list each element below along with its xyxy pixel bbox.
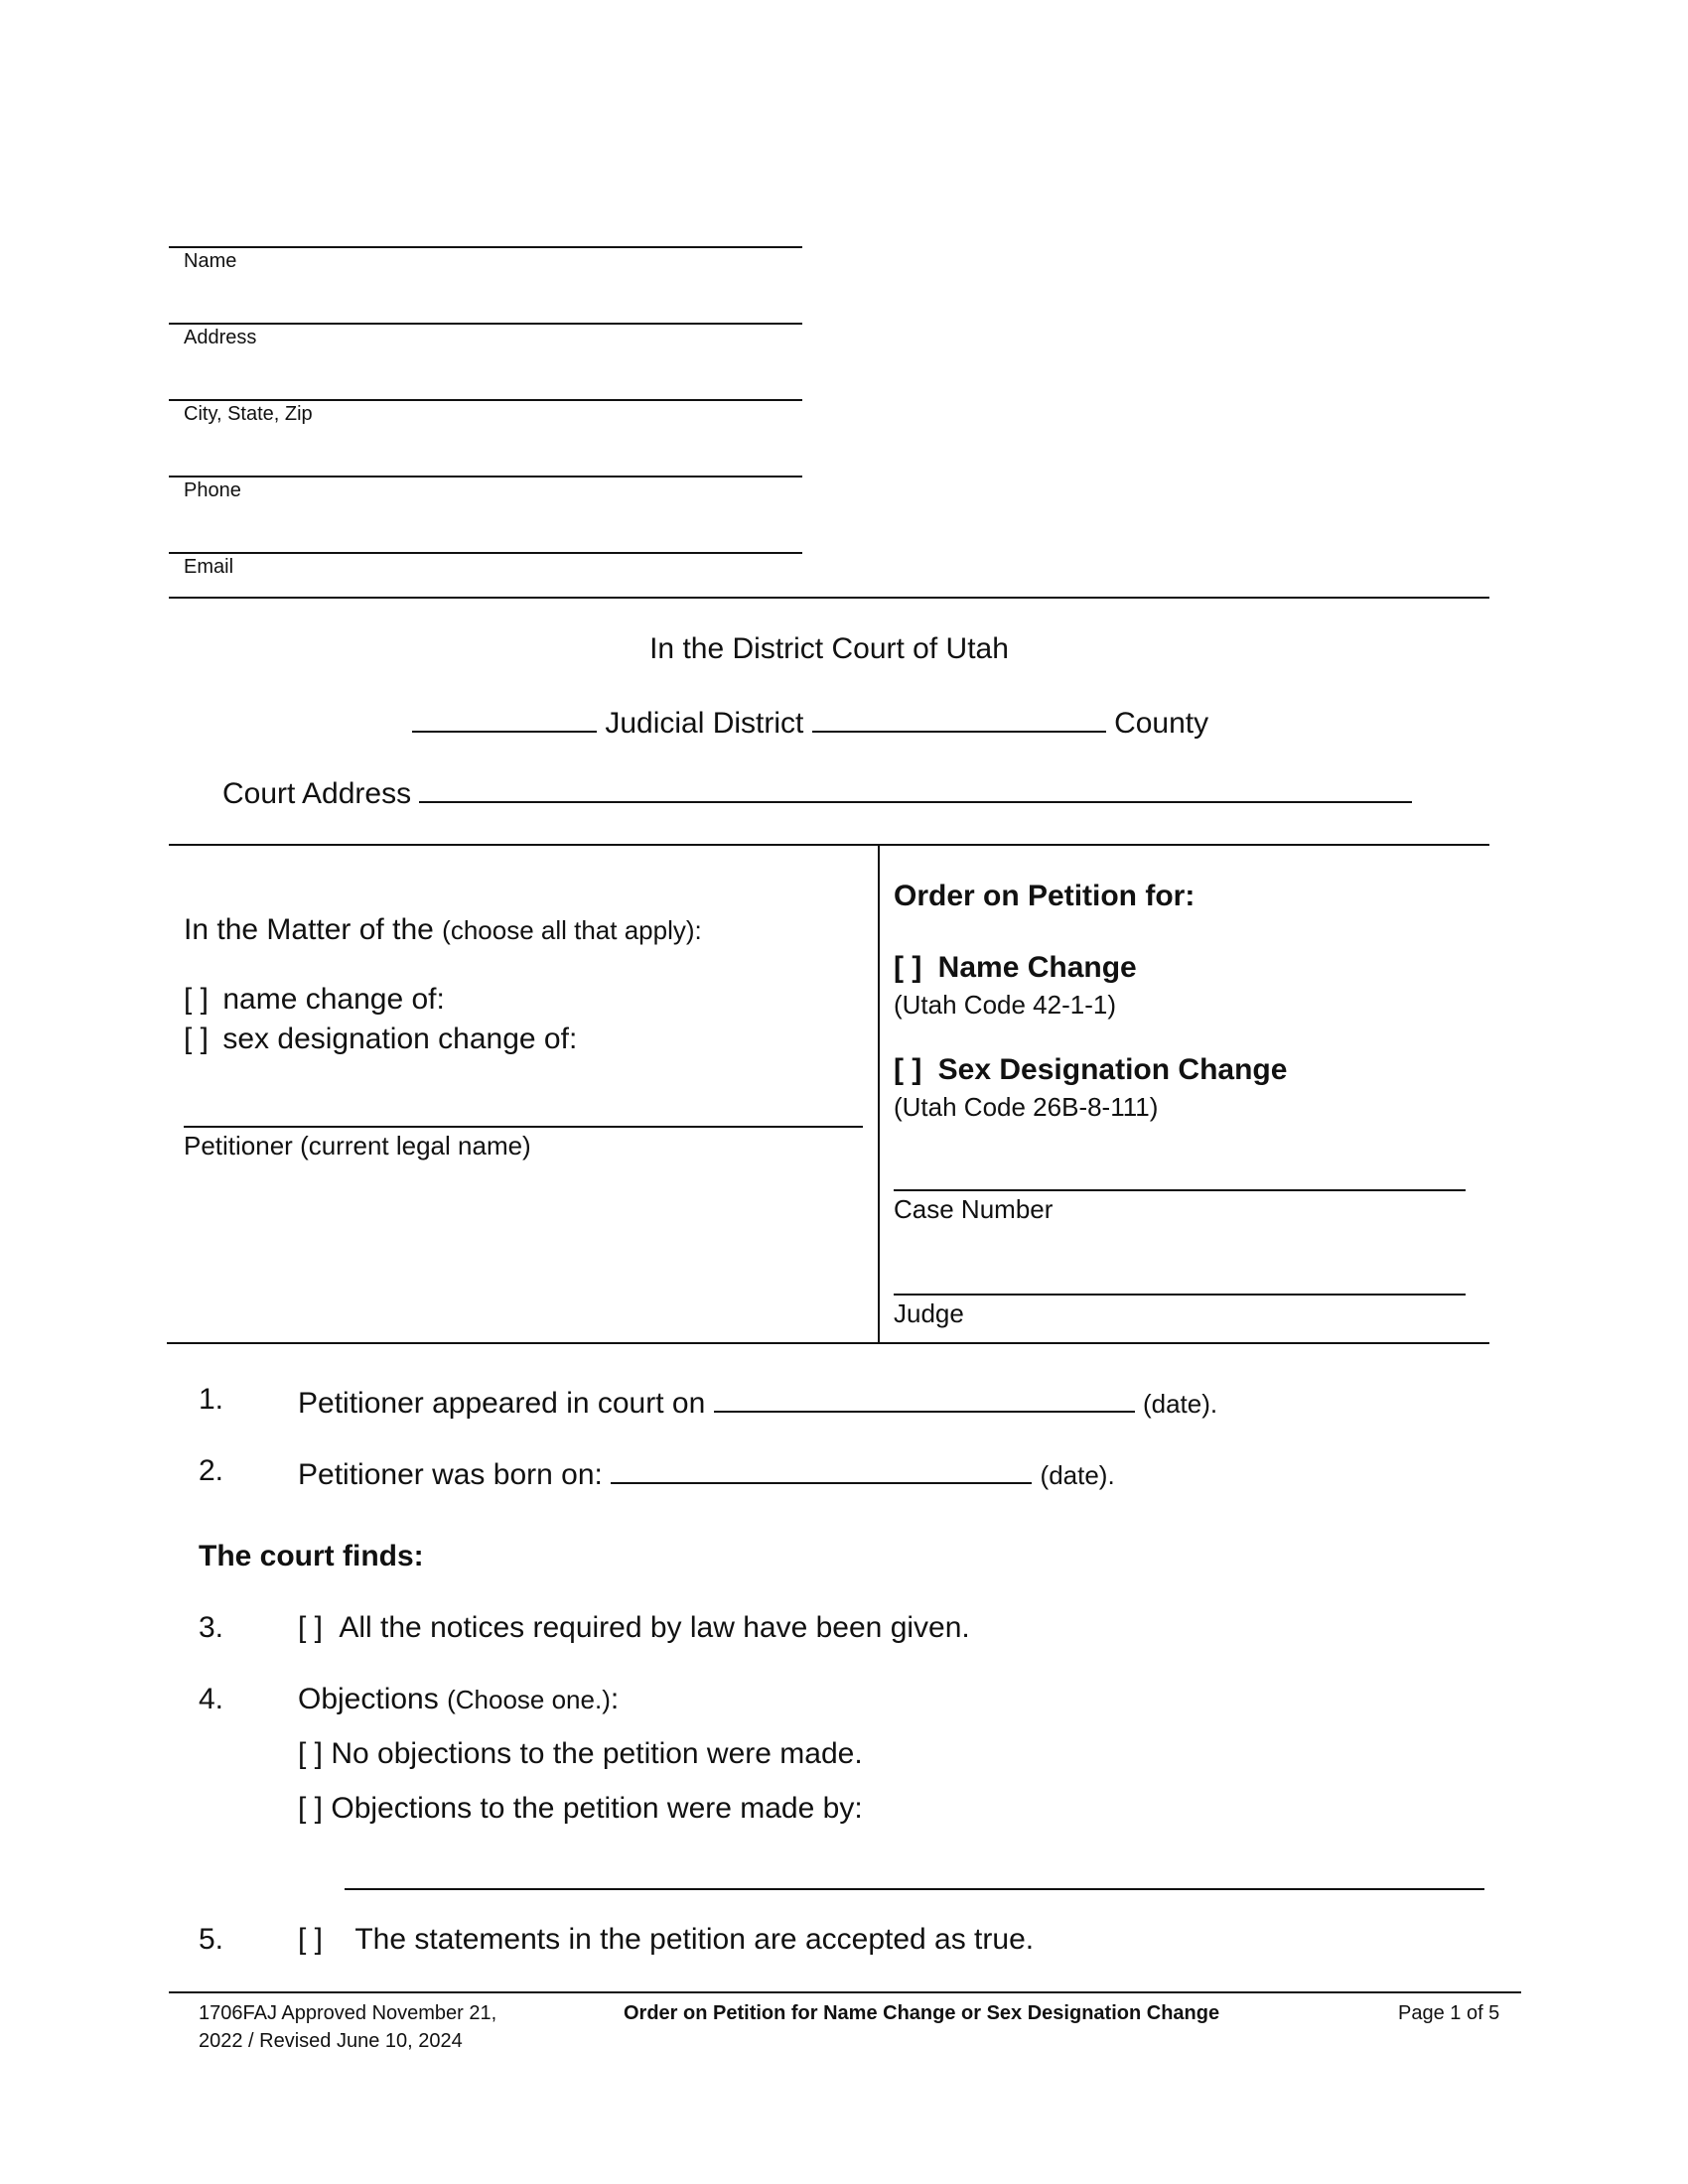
name-change-option-label: name change of:	[222, 983, 445, 1016]
judicial-district-blank[interactable]	[412, 703, 597, 733]
item-1-text: Petitioner appeared in court on	[298, 1387, 706, 1420]
address-label: Address	[184, 327, 257, 348]
court-address-label: Court Address	[222, 777, 412, 810]
item-4-option-1-checkbox[interactable]: [ ]	[298, 1737, 324, 1770]
address-line[interactable]	[169, 323, 802, 325]
item-4-option-2	[298, 1792, 863, 1826]
item-3	[298, 1611, 970, 1645]
caption-bottom-border	[167, 1342, 1489, 1344]
sex-change-code: (Utah Code 26B-8-111)	[894, 1092, 1159, 1122]
matter-prefix: In the Matter of the	[184, 913, 434, 946]
item-4-option-1-text: No objections to the petition were made.	[331, 1737, 863, 1770]
name-label: Name	[184, 250, 237, 272]
option-name-change	[184, 983, 445, 1017]
name-line[interactable]	[169, 246, 802, 248]
item-3-checkbox[interactable]: [ ]	[298, 1611, 324, 1644]
item-1-number: 1.	[199, 1383, 224, 1416]
appearance-date-blank[interactable]	[714, 1383, 1135, 1413]
header-divider	[169, 597, 1489, 599]
item-1-date-note: (date).	[1142, 1389, 1218, 1419]
item-4-option-2-text: Objections to the petition were made by:	[331, 1792, 863, 1825]
judicial-district-label: Judicial District	[605, 707, 804, 740]
phone-line[interactable]	[169, 476, 802, 478]
order-title: Order on Petition for:	[894, 880, 1196, 912]
form-id-line-1: 1706FAJ Approved November 21,	[199, 2002, 497, 2024]
email-label: Email	[184, 556, 234, 578]
city-state-zip-line[interactable]	[169, 399, 802, 401]
item-2-text: Petitioner was born on:	[298, 1458, 603, 1491]
order-sex-change-title: Sex Designation Change	[937, 1053, 1288, 1086]
sex-change-option-label: sex designation change of:	[222, 1023, 578, 1055]
findings-heading: The court finds:	[199, 1540, 424, 1572]
order-sex-change	[894, 1053, 1287, 1087]
order-name-change-title: Name Change	[937, 951, 1137, 984]
birth-date-blank[interactable]	[611, 1454, 1032, 1484]
item-4	[298, 1683, 619, 1716]
county-blank[interactable]	[812, 703, 1106, 733]
email-line[interactable]	[169, 552, 802, 554]
order-name-change	[894, 951, 1137, 985]
option-sex-change	[184, 1023, 577, 1056]
order-name-change-checkbox[interactable]: [ ]	[894, 951, 922, 984]
matter-heading	[184, 913, 702, 947]
item-4-option-1	[298, 1737, 863, 1771]
form-id-line-2: 2022 / Revised June 10, 2024	[199, 2030, 463, 2052]
item-5-checkbox[interactable]: [ ]	[298, 1923, 324, 1956]
matter-note: (choose all that apply):	[442, 915, 702, 945]
court-title: In the District Court of Utah	[649, 632, 1009, 665]
item-4-text: Objections	[298, 1683, 439, 1715]
item-1	[298, 1383, 1217, 1421]
sex-change-checkbox[interactable]: [ ]	[184, 1023, 210, 1055]
item-5-text: The statements in the petition are accepted as true.	[354, 1923, 1035, 1956]
page-number: Page 1 of 5	[1398, 2002, 1500, 2024]
name-change-code: (Utah Code 42-1-1)	[894, 990, 1116, 1020]
judge-line[interactable]	[894, 1294, 1466, 1296]
caption-top-border	[169, 844, 1489, 846]
judge-label: Judge	[894, 1298, 964, 1328]
footer-title: Order on Petition for Name Change or Sex Designation Change	[624, 2002, 1220, 2024]
name-change-checkbox[interactable]: [ ]	[184, 983, 210, 1016]
city-state-zip-label: City, State, Zip	[184, 403, 313, 425]
case-number-line[interactable]	[894, 1189, 1466, 1191]
caption-divider	[878, 844, 880, 1343]
order-sex-change-checkbox[interactable]: [ ]	[894, 1053, 922, 1086]
court-address-line	[222, 773, 1412, 811]
county-label: County	[1114, 707, 1209, 740]
item-3-number: 3.	[199, 1611, 224, 1644]
item-4-number: 4.	[199, 1683, 224, 1715]
item-4-colon: :	[610, 1683, 620, 1715]
petitioner-label: Petitioner (current legal name)	[184, 1131, 531, 1160]
item-5-number: 5.	[199, 1923, 224, 1956]
item-2-date-note: (date).	[1040, 1460, 1115, 1490]
item-4-option-2-checkbox[interactable]: [ ]	[298, 1792, 324, 1825]
item-4-note: (Choose one.)	[447, 1685, 611, 1714]
form-id	[199, 1999, 496, 2055]
item-3-text: All the notices required by law have been given.	[339, 1611, 970, 1644]
case-number-label: Case Number	[894, 1194, 1054, 1224]
district-county-line	[412, 703, 1208, 741]
item-2-number: 2.	[199, 1454, 224, 1487]
petitioner-line[interactable]	[184, 1126, 863, 1128]
court-address-blank[interactable]	[419, 773, 1412, 803]
objector-line[interactable]	[345, 1888, 1484, 1890]
item-2	[298, 1454, 1115, 1492]
footer-divider	[169, 1991, 1521, 1993]
item-5	[298, 1923, 1034, 1957]
phone-label: Phone	[184, 479, 241, 501]
